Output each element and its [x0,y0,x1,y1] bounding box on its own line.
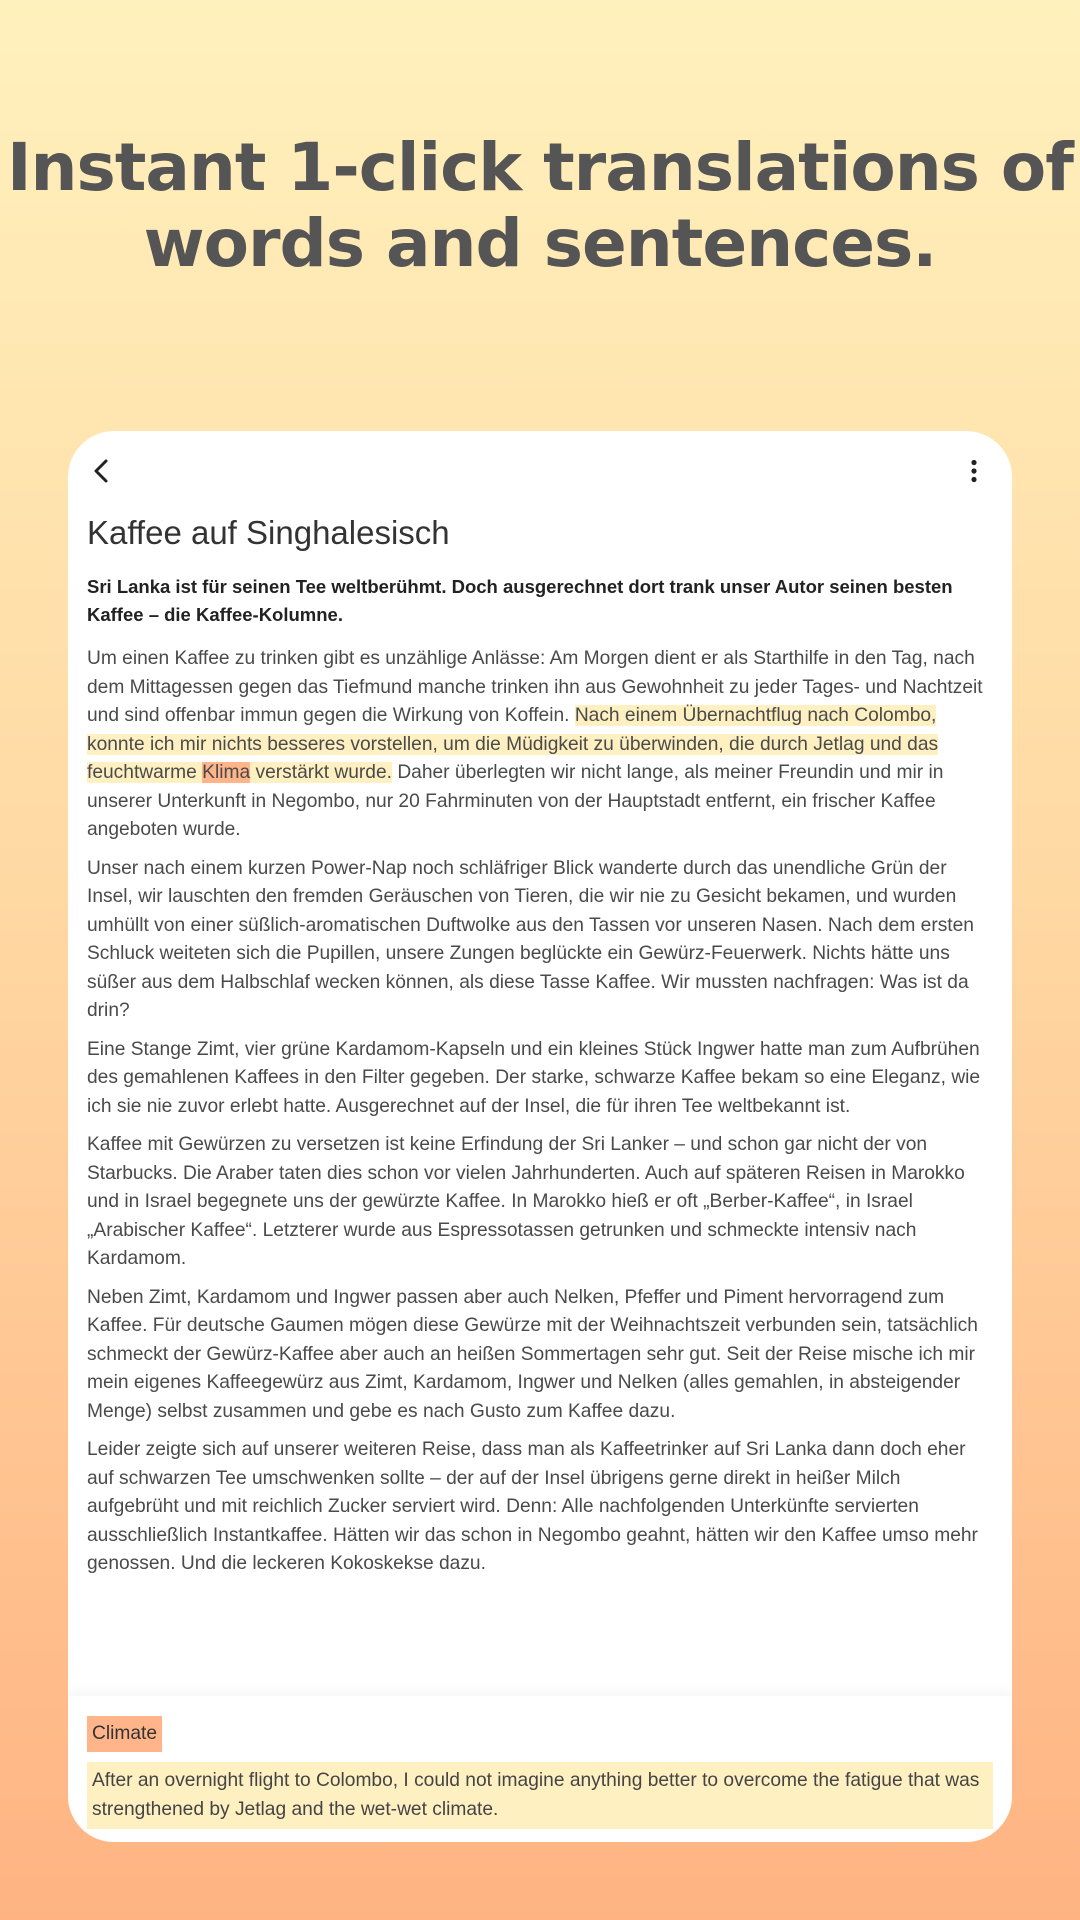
promo-headline [0,130,1080,282]
top-app-bar [68,431,1012,511]
article-paragraph-5[interactable]: Neben Zimt, Kardamom und Ingwer passen aber auch Nelken, Pfeffer und Piment hervorragend zum Kaffee. Für deutsche Gaumen mögen diese Gewürze mit der Weihnachtszeit verbunden sein, tatsächlich schmeckt der Gewürz-Kaffee aber auch an heißen Sommertagen sehr gut. Seit der Reise mische ich mir mein eigenes Kaffeegewürz aus Zimt, Kardamom, Ingwer und Nelken (alles gemahlen, in absteigender Menge) selbst zusammen und gebe es nach Gusto zum Kaffee dazu. [87,1286,978,1422]
article-paragraph-3[interactable]: Eine Stange Zimt, vier grüne Kardamom-Kapseln und ein kleines Stück Ingwer hatte man zum Aufbrühen des gemahlenen Kaffees in den Filter gegeben. Der starke, schwarze Kaffee bekam so eine Eleganz, wie ich sie nie zuvor erlebt hatte. Ausgerechnet auf der Insel, die für ihren Tee weltbekannt ist. [87,1038,981,1117]
chevron-left-icon [91,458,113,484]
article-paragraph-1 [87,645,993,845]
article-paragraph-2[interactable]: Unser nach einem kurzen Power-Nap noch schläfriger Blick wanderte durch das unendliche Grün der Insel, wir lauschten den fremden Geräuschen von Tieren, die wir nie zu Gesicht bekamen, und wurden umhüllt von einer süßlich-aromatischen Duftwolke aus den Tassen vor unseren Nasen. Nach dem ersten Schluck weiteten sich die Pupillen, unsere Zungen beglückte ein Gewürz-Feuerwerk. Nichts hätte uns süßer aus dem Halbschlaf wecken können, als diese Tasse Kaffee. Wir mussten nachfragen: Was ist da drin? [87,857,974,1021]
highlighted-sentence-start[interactable]: Nach einem Übernachtflug nach Colombo, konnte ich mir nichts besseres vorstellen, um die Müdigkeit zu überwinden, die durch Jetlag und das feuchtwarme [87,705,939,783]
reader-screen [68,431,1012,1842]
more-vertical-icon [970,459,978,483]
highlighted-word[interactable]: Klima [202,762,251,783]
paragraph-text[interactable]: Daher überlegten wir nicht lange, als meiner Freundin und mir in unserer Unterkunft in Negombo, nur 20 Fahrminuten von der Hauptstadt entfernt, ein frischer Kaffee angeboten wurde. [87,762,944,840]
promo-headline-line-2: words and sentences. [143,205,937,282]
translation-panel [68,1696,1012,1842]
overflow-menu-button[interactable] [956,453,992,489]
back-button[interactable] [84,453,120,489]
article-title: Kaffee auf Singhalesisch [87,514,450,551]
sentence-translation: After an overnight flight to Colombo, I could not imagine anything better to overcome the fatigue that was strengthened by Jetlag and the wet-wet climate. [87,1762,993,1829]
word-translation: Climate [87,1716,162,1752]
article-paragraph-6[interactable]: Leider zeigte sich auf unserer weiteren Reise, dass man als Kaffeetrinker auf Sri Lanka dann doch eher auf schwarzen Tee umschwenken sollte – der auf der Insel übrigens gerne direkt in heißer Milch aufgebrüht und mit reichlich Zucker serviert wird. Denn: Alle nachfolgenden Unterkünfte servierten ausschließlich Instantkaffee. Hätten wir das schon in Negombo geahnt, hätten wir den Kaffee umso mehr genossen. Und die leckeren Kokoskekse dazu. [87,1439,978,1574]
article-body [87,511,993,1579]
promo-headline-line-1: Instant 1-click translations of [7,129,1073,206]
article-paragraph-4[interactable]: Kaffee mit Gewürzen zu versetzen ist keine Erfindung der Sri Lanker – und schon gar nicht der von Starbucks. Die Araber taten dies schon vor vielen Jahrhunderten. Auch auf späteren Reisen in Marokko und in Israel begegnete uns der gewürzte Kaffee. In Marokko hieß er oft „Berber-Kaffee“, in Israel „Arabischer Kaffee“. Letzterer wurde aus Espressotassen getrunken und schmeckte intensiv nach Kardamom. [87,1134,965,1269]
paragraph-text[interactable]: Um einen Kaffee zu trinken gibt es unzählige Anlässe: Am Morgen dient er als Starthilfe in den Tag, nach dem Mittagessen gegen das Tiefmund manche trinken ihn aus Gewohnheit zu jeder Tages- und Nachtzeit und sind offenbar immun gegen die Wirkung von Koffein. [87,648,983,726]
article-lead: Sri Lanka ist für seinen Tee weltberühmt. Doch ausgerechnet dort trank unser Autor seinen besten Kaffee – die Kaffee-Kolumne. [87,576,953,625]
highlighted-sentence-end[interactable]: verstärkt wurde. [250,762,392,783]
